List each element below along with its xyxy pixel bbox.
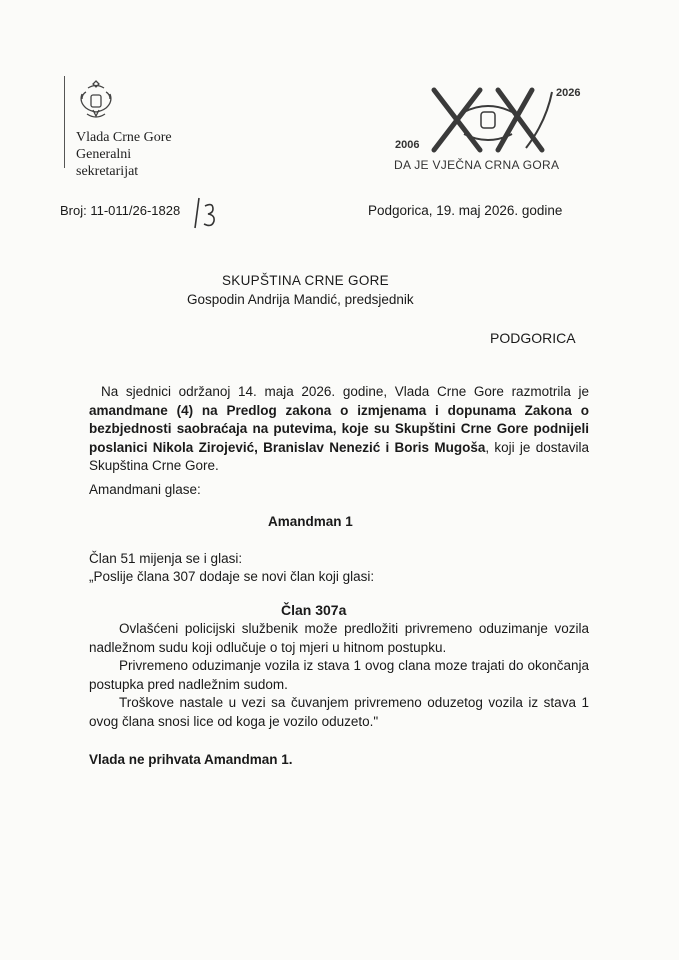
article-paragraph-2: Privremeno oduzimanje vozila iz stava 1 ovog clana moze trajati do okončanja postupka pred nadležnim sudom.: [89, 658, 589, 692]
intro-text-1: Na sjednici održanoj 14. maja 2026. godine, Vlada Crne Gore razmotrila je: [101, 384, 589, 399]
article-307a-body: [89, 620, 589, 731]
logo-motto: DA JE VJEČNA CRNA GORA: [394, 158, 560, 172]
article-307a-title: Član 307a: [281, 602, 347, 618]
article-51-line: Član 51 mijenja se i glasi:: [89, 551, 243, 566]
intro-text-bold: amandmane (4) na Predlog zakona o izmjenama i dopunama Zakona o bezbjednosti saobraćaja na putevima, koje su Skupštini Crne Gore podnijeli poslanici Nikola Zirojević, Branislav Nenezić i Boris Mugoša: [89, 402, 589, 455]
handwritten-mark-icon: [193, 196, 221, 230]
government-name: Vlada Crne Gore: [76, 130, 172, 145]
article-paragraph-3: Troškove nastale u vezi sa čuvanjem privremeno oduzetog vozila iz stava 1 ovog člana snosi lice od koga je vozilo oduzeto.": [89, 695, 589, 729]
intro-paragraph: [89, 383, 589, 476]
coat-of-arms-icon: [76, 78, 116, 122]
logo-year-end: 2026: [556, 87, 581, 99]
reference-number: Broj: 11-011/26-1828: [60, 203, 181, 218]
recipient-person: Gospodin Andrija Mandić, predsjednik: [187, 292, 414, 307]
department-name-line1: Generalni: [76, 147, 132, 162]
logo-year-start: 2006: [395, 139, 420, 151]
article-paragraph-1: Ovlašćeni policijski službenik može predložiti privremeno oduzimanje vozila nadležnom sudu koji odlučuje o toj mjeri u hitnom postupku.: [89, 621, 589, 655]
government-department-block: [76, 129, 172, 180]
intro-text-3: , koji je dostavila Skupština Crne Gore.: [89, 439, 589, 473]
header-divider: [64, 76, 65, 168]
amendment-title: Amandman 1: [268, 514, 353, 529]
document-date: Podgorica, 19. maj 2026. godine: [368, 203, 563, 218]
recipient-institution: SKUPŠTINA CRNE GORE: [222, 273, 389, 288]
article-insert-line: „Poslije člana 307 dodaje se novi član koji glasi:: [89, 569, 375, 584]
department-name-line2: sekretarijat: [76, 164, 139, 179]
amendments-lead: Amandmani glase:: [89, 482, 201, 497]
government-decision: Vlada ne prihvata Amandman 1.: [89, 752, 293, 767]
recipient-city: PODGORICA: [490, 330, 576, 346]
